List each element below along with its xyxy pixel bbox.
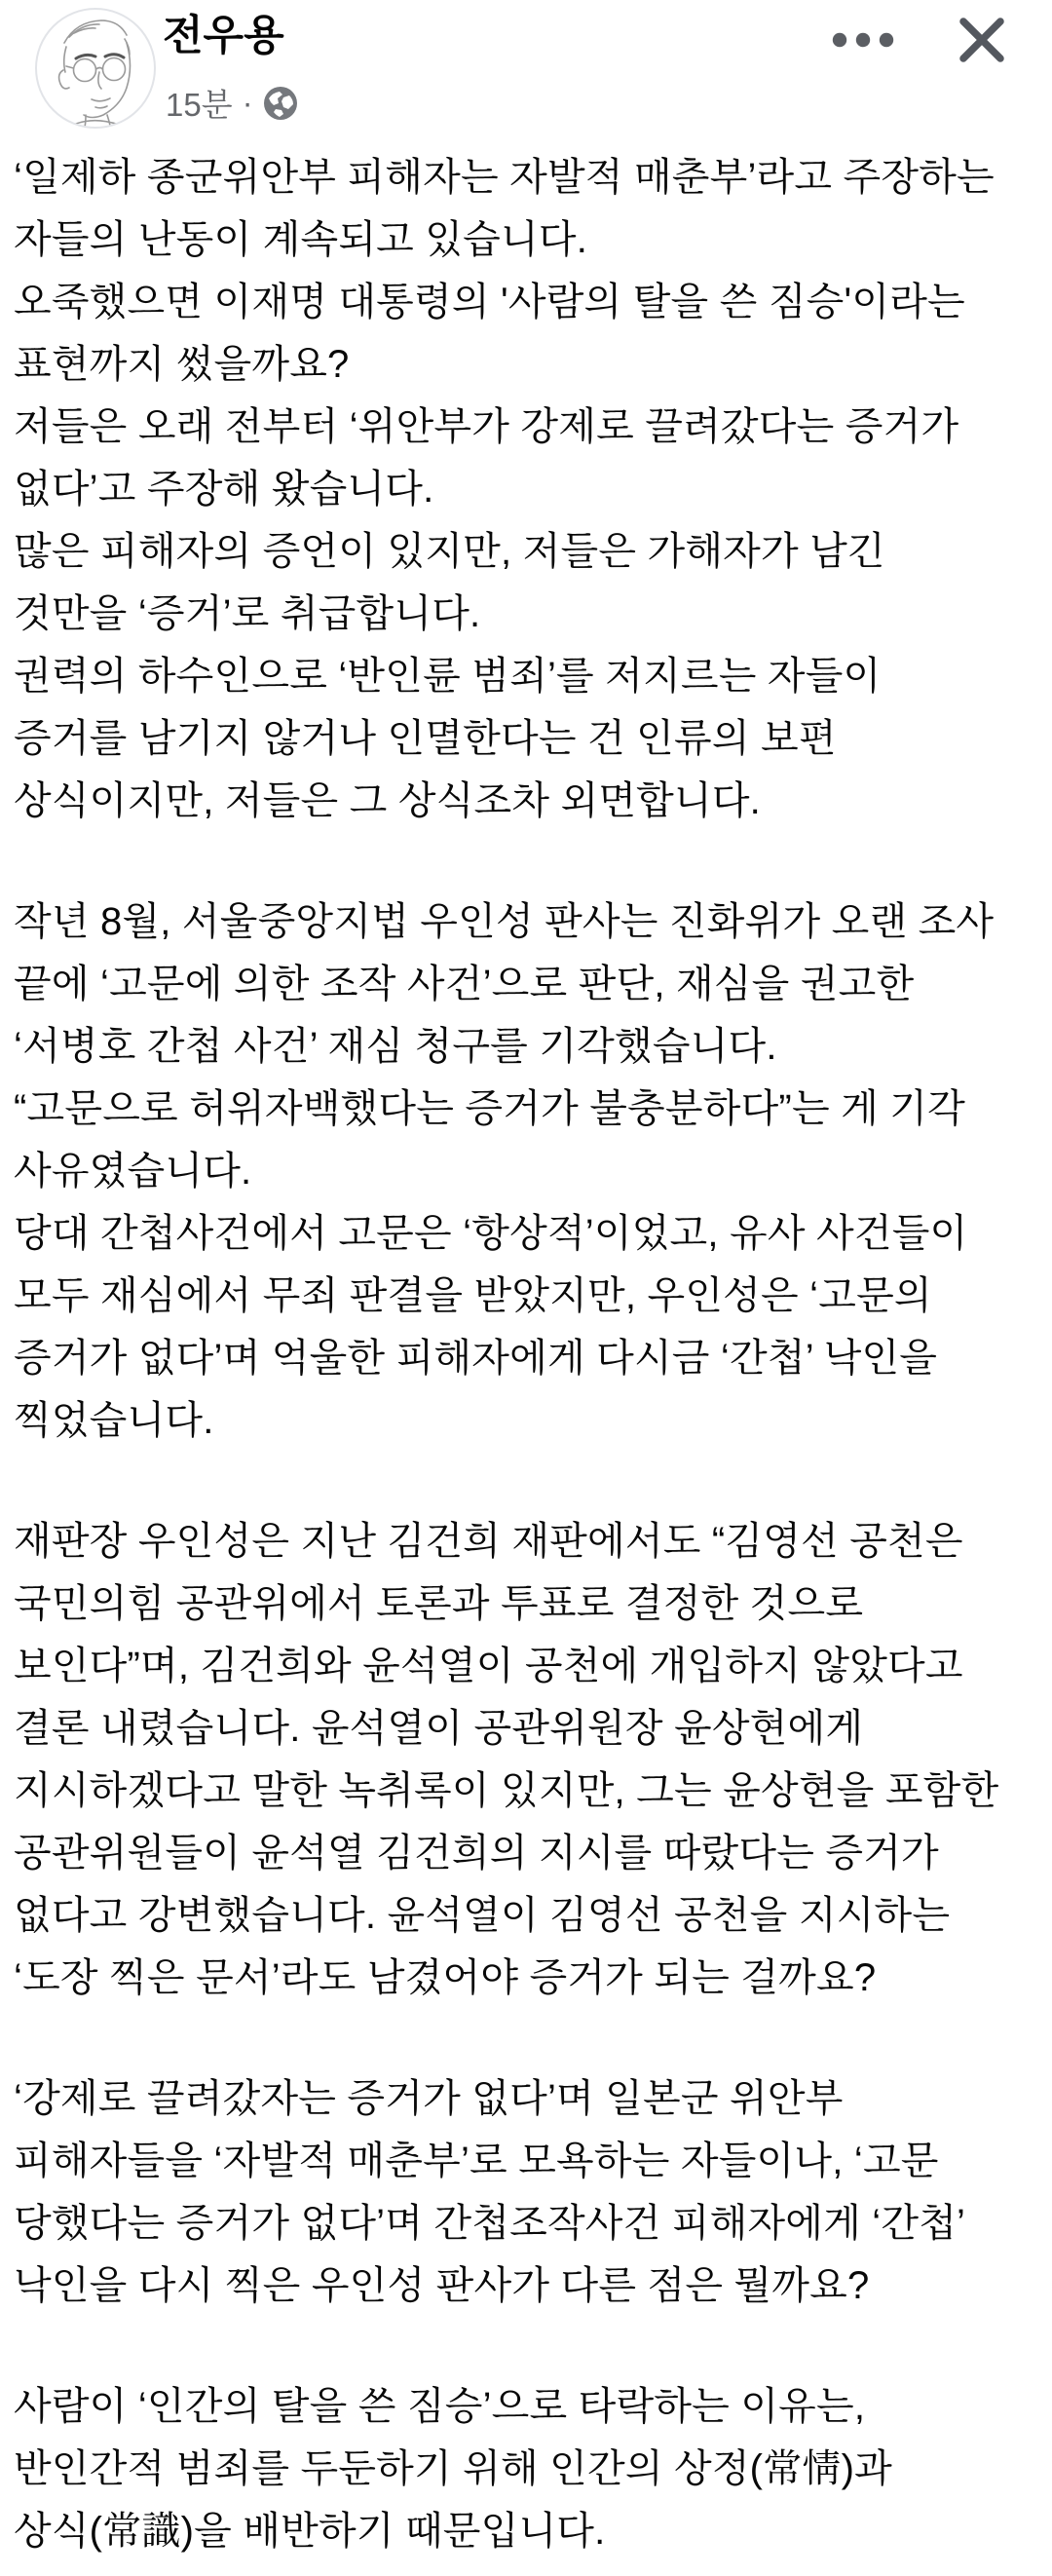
author-name[interactable]: 전우용: [163, 13, 284, 59]
post-line: 재판장 우인성은 지난 김건희 재판에서도 “김영선 공천은: [14, 1520, 963, 1563]
post-line: 오죽했으면 이재명 대통령의 '사람의 탈을 쓴 짐승'이라는: [14, 281, 965, 323]
post-line: ‘일제하 종군위안부 피해자는 자발적 매춘부’라고 주장하는: [14, 156, 995, 199]
post-line: 모두 재심에서 무죄 판결을 받았지만, 우인성은 ‘고문의: [14, 1274, 932, 1317]
avatar[interactable]: [35, 8, 156, 129]
close-x-icon: [955, 13, 1009, 67]
post-body: [14, 146, 1038, 2562]
post-line: 끝에 ‘고문에 의한 조작 사건’으로 판단, 재심을 권고한: [14, 963, 915, 1005]
post-line: 없다고 강변했습니다. 윤석열이 김영선 공천을 지시하는: [14, 1894, 951, 1937]
post-line: 많은 피해자의 증언이 있지만, 저들은 가해자가 남긴: [14, 530, 885, 573]
three-dots-icon: [828, 17, 898, 63]
timestamp[interactable]: 15분: [166, 87, 233, 123]
post-line: 표현까지 썼을까요?: [14, 343, 350, 386]
post-line: 찍었습니다.: [14, 1399, 214, 1442]
meta-separator: ·: [242, 84, 253, 121]
post-line: 지시하겠다고 말한 녹취록이 있지만, 그는 윤상현을 포함한: [14, 1769, 999, 1812]
post-line: 증거가 없다’며 억울한 피해자에게 다시금 ‘간첩’ 낙인을: [14, 1337, 938, 1380]
close-button[interactable]: [955, 13, 1009, 67]
post-line: 증거를 남기지 않거나 인멸한다는 건 인류의 보편: [14, 717, 837, 760]
post-line: “고문으로 허위자백했다는 증거가 불충분하다”는 게 기각: [14, 1087, 965, 1130]
post-line: 공관위원들이 윤석열 김건희의 지시를 따랐다는 증거가: [14, 1832, 939, 1875]
post-line: 국민의힘 공관위에서 토론과 투표로 결정한 것으로: [14, 1582, 864, 1625]
post-paragraph: [14, 1510, 1038, 2009]
post-line: ‘강제로 끌려갔자는 증거가 없다’며 일본군 위안부: [14, 2077, 844, 2120]
post-line: 저들은 오래 전부터 ‘위안부가 강제로 끌려갔다는 증거가: [14, 405, 959, 448]
post-line: 피해자들을 ‘자발적 매춘부’로 모욕하는 자들이나, ‘고문: [14, 2140, 939, 2182]
post-line: 반인간적 범죄를 두둔하기 위해 인간의 상정(常情)과: [14, 2447, 892, 2490]
post-line: 낙인을 다시 찍은 우인성 판사가 다른 점은 뭘까요?: [14, 2264, 870, 2307]
post-line: 당대 간첩사건에서 고문은 ‘항상적’이었고, 유사 사건들이: [14, 1212, 968, 1255]
post-line: 작년 8월, 서울중앙지법 우인성 판사는 진화위가 오랜 조사: [14, 900, 995, 943]
post-paragraph: [14, 146, 1038, 832]
post-meta: [166, 80, 298, 126]
post-line: 상식이지만, 저들은 그 상식조차 외면합니다.: [14, 779, 761, 822]
post-paragraph: [14, 2375, 1038, 2562]
avatar-sketch-icon: [37, 10, 154, 127]
post-line: 보인다”며, 김건희와 윤석열이 공천에 개입하지 않았다고: [14, 1645, 963, 1687]
post-paragraph: [14, 2067, 1038, 2317]
post-line: 사람이 ‘인간의 탈을 쓴 짐승’으로 타락하는 이유는,: [14, 2385, 866, 2428]
post-line: 것만을 ‘증거’로 취급합니다.: [14, 592, 481, 635]
post-line: 권력의 하수인으로 ‘반인륜 범죄’를 저지르는 자들이: [14, 655, 882, 698]
post-paragraph: [14, 890, 1038, 1452]
post-line: 자들의 난동이 계속되고 있습니다.: [14, 218, 588, 261]
post-line: 없다’고 주장해 왔습니다.: [14, 468, 434, 511]
post-line: ‘서병호 간첩 사건’ 재심 청구를 기각했습니다.: [14, 1025, 777, 1068]
post-line: 결론 내렸습니다. 윤석열이 공관위원장 윤상현에게: [14, 1707, 864, 1750]
post-header: [0, 0, 1052, 146]
post-line: 사유였습니다.: [14, 1150, 252, 1193]
more-options-button[interactable]: [828, 17, 898, 63]
post-line: 상식(常識)을 배반하기 때문입니다.: [14, 2510, 606, 2553]
post-line: 당했다는 증거가 없다’며 간첩조작사건 피해자에게 ‘간첩’: [14, 2202, 966, 2245]
post-line: ‘도장 찍은 문서’라도 남겼어야 증거가 되는 걸까요?: [14, 1956, 877, 1999]
globe-privacy-icon: [263, 86, 298, 121]
